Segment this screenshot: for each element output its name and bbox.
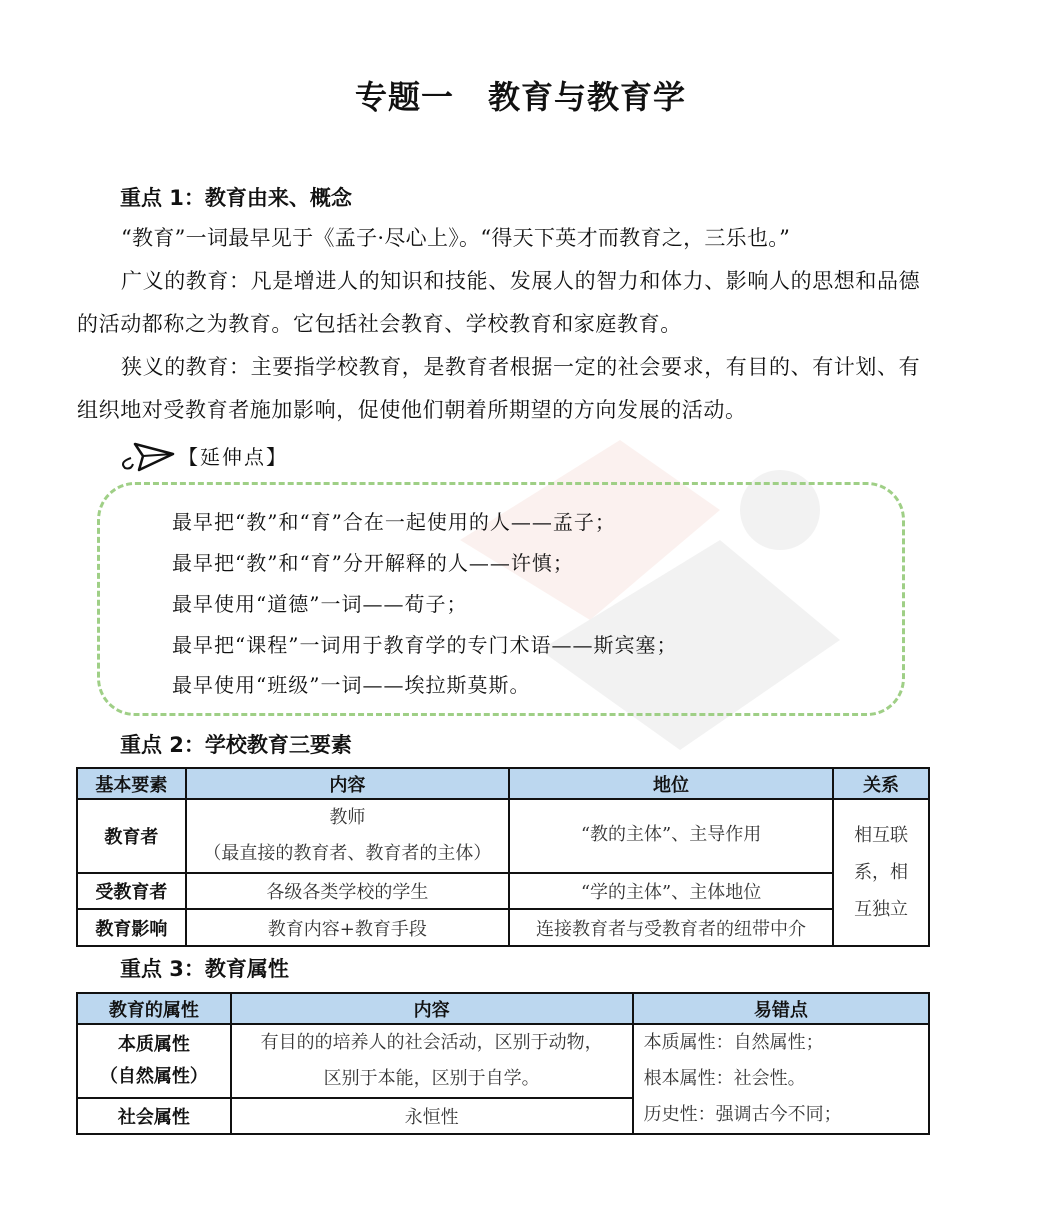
row-content: 各级各类学校的学生 [186, 873, 509, 909]
title-part1: 专题一 [354, 78, 454, 116]
row-content-line: 有目的的培养人的社会活动，区别于动物， [260, 1032, 603, 1053]
row-content [231, 1024, 633, 1098]
row-status: “学的主体”、主体地位 [509, 873, 833, 909]
error-line: 历史性：强调古今不同； [643, 1104, 842, 1125]
table-row [77, 909, 929, 946]
section1-heading: 重点 1：教育由来、概念 [120, 186, 352, 210]
extension-line: 最早把“教”和“育”合在一起使用的人——孟子； [172, 510, 616, 534]
extension-line: 最早把“课程”一词用于教育学的专门术语——斯宾塞； [172, 633, 678, 657]
error-line: 根本属性：社会性。 [643, 1068, 806, 1089]
row-content-line: 区别于本能，区别于自学。 [323, 1068, 540, 1089]
error-line: 本质属性：自然属性； [643, 1032, 824, 1053]
row-status: 连接教育者与受教育者的纽带中介 [509, 909, 833, 946]
errors-cell [633, 1024, 929, 1134]
table-header: 地位 [509, 768, 833, 799]
section1-paragraph-3: 狭义的教育：主要指学校教育，是教育者根据一定的社会要求，有目的、有计划、有组织地对受教育者施加影响，促使他们朝着所期望的方向发展的活动。 [77, 355, 921, 422]
extension-line: 最早使用“道德”一词——荀子； [172, 592, 468, 616]
table-row [77, 1024, 929, 1098]
extension-line: 最早使用“班级”一词——埃拉斯莫斯。 [172, 673, 531, 697]
title-part2: 教育与教育学 [488, 78, 687, 116]
row-content-line: （最直接的教育者、教育者的主体） [203, 843, 492, 864]
relation-cell [833, 799, 929, 946]
extension-line: 最早把“教”和“育”分开解释的人——许慎； [172, 551, 574, 575]
row-label: 社会属性 [77, 1098, 231, 1134]
paper-plane-icon [117, 436, 177, 476]
table-header: 关系 [833, 768, 929, 799]
row-content: 教育内容+教育手段 [186, 909, 509, 946]
row-content [186, 799, 509, 873]
row-content: 永恒性 [231, 1098, 633, 1134]
relation-line: 相互联 [854, 825, 909, 846]
table-row [77, 799, 929, 873]
table-header-row [77, 768, 929, 799]
row-label-line: （自然属性） [99, 1066, 208, 1087]
table-header: 基本要素 [77, 768, 186, 799]
row-label-line: 本质属性 [117, 1034, 190, 1055]
relation-line: 互独立 [854, 899, 909, 920]
row-status: “教的主体”、主导作用 [509, 799, 833, 873]
section1-paragraph-1: “教育”一词最早见于《孟子·尽心上》。“得天下英才而教育之，三乐也。” [121, 226, 791, 250]
table-header: 教育的属性 [77, 993, 231, 1024]
relation-line: 系，相 [854, 862, 909, 883]
page-title [0, 72, 1041, 118]
section2-heading: 重点 2：学校教育三要素 [120, 733, 352, 757]
attributes-table [76, 992, 930, 1135]
row-label [77, 1024, 231, 1098]
table-header-row [77, 993, 929, 1024]
table-header: 内容 [231, 993, 633, 1024]
section3-heading: 重点 3：教育属性 [120, 957, 289, 981]
row-label: 受教育者 [77, 873, 186, 909]
row-label: 教育影响 [77, 909, 186, 946]
table-row [77, 873, 929, 909]
row-content-line: 教师 [329, 807, 366, 828]
table-header: 易错点 [633, 993, 929, 1024]
table-header: 内容 [186, 768, 509, 799]
elements-table [76, 767, 930, 947]
section1-paragraph-2: 广义的教育：凡是增进人的知识和技能、发展人的智力和体力、影响人的思想和品德的活动都称之为教育。它包括社会教育、学校教育和家庭教育。 [77, 269, 921, 336]
row-label: 教育者 [77, 799, 186, 873]
extension-label: 【延伸点】 [178, 445, 288, 469]
